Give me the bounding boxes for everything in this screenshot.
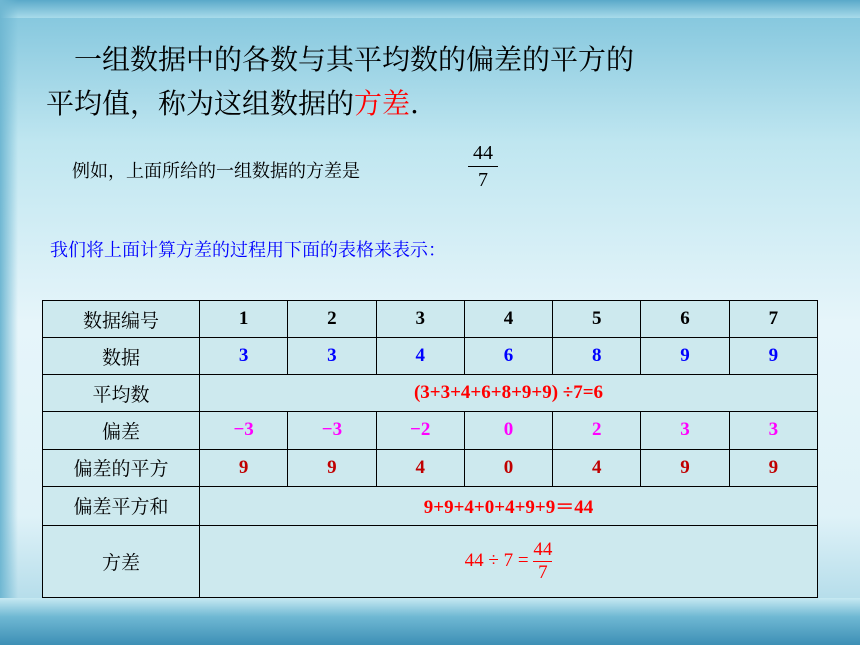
table-row-variance: [43, 525, 818, 597]
variance-numerator: 44: [533, 538, 553, 560]
square-cell: 9: [288, 449, 376, 486]
left-decoration: [0, 0, 18, 645]
data-cell: 8: [553, 338, 641, 375]
definition-line1: 一组数据中的各数与其平均数的偏差的平方的: [74, 43, 635, 76]
index-cell: 6: [641, 301, 729, 338]
index-cell: 7: [729, 301, 817, 338]
deviation-cell: 3: [641, 412, 729, 449]
square-cell: 9: [200, 449, 288, 486]
row-label: 偏差平方和: [43, 486, 200, 525]
bottom-decoration: [0, 598, 860, 645]
definition-paragraph: [46, 38, 806, 126]
sum-formula: 9+9+4+0+4+9+9＝44: [200, 486, 818, 525]
variance-formula: [200, 525, 818, 597]
deviation-cell: −2: [376, 412, 464, 449]
deviation-cell: −3: [200, 412, 288, 449]
data-cell: 4: [376, 338, 464, 375]
row-label: 平均数: [43, 375, 200, 412]
index-cell: 5: [553, 301, 641, 338]
row-label: 方差: [43, 525, 200, 597]
mean-formula: (3+3+4+6+8+9+9) ÷7=6: [200, 375, 818, 412]
row-label: 偏差的平方: [43, 449, 200, 486]
index-cell: 3: [376, 301, 464, 338]
table-row-data: [43, 338, 818, 375]
example-numerator: 44: [473, 142, 493, 164]
top-decoration: [0, 0, 860, 18]
fraction-bar: [468, 166, 498, 167]
square-cell: 0: [464, 449, 552, 486]
data-cell: 9: [729, 338, 817, 375]
deviation-cell: 2: [553, 412, 641, 449]
square-cell: 4: [553, 449, 641, 486]
definition-line2-prefix: 平均值，称为这组数据的: [46, 87, 355, 120]
table-row-squares: [43, 449, 818, 486]
variance-fraction: [533, 539, 552, 584]
data-cell: 3: [200, 338, 288, 375]
variance-denominator: 7: [538, 561, 548, 583]
index-cell: 2: [288, 301, 376, 338]
square-cell: 9: [729, 449, 817, 486]
row-label: 数据: [43, 338, 200, 375]
variance-table: [42, 300, 818, 598]
deviation-cell: 3: [729, 412, 817, 449]
row-label: 数据编号: [43, 301, 200, 338]
square-cell: 9: [641, 449, 729, 486]
deviation-cell: −3: [288, 412, 376, 449]
table-row-mean: [43, 375, 818, 412]
table-row-deviation: [43, 412, 818, 449]
square-cell: 4: [376, 449, 464, 486]
variance-lhs: 44 ÷ 7 =: [464, 549, 529, 571]
deviation-cell: 0: [464, 412, 552, 449]
index-cell: 1: [200, 301, 288, 338]
data-cell: 3: [288, 338, 376, 375]
example-fraction: [468, 141, 498, 192]
data-cell: 9: [641, 338, 729, 375]
definition-term: 方差: [354, 87, 411, 120]
data-cell: 6: [464, 338, 552, 375]
row-label: 偏差: [43, 412, 200, 449]
example-denominator: 7: [478, 169, 488, 191]
table-row-sum: [43, 486, 818, 525]
table-row-index: [43, 301, 818, 338]
intro-text: 我们将上面计算方差的过程用下面的表格来表示：: [50, 240, 446, 261]
definition-line2-suffix: .: [410, 87, 419, 120]
example-text: 例如，上面所给的一组数据的方差是: [72, 161, 360, 182]
index-cell: 4: [464, 301, 552, 338]
